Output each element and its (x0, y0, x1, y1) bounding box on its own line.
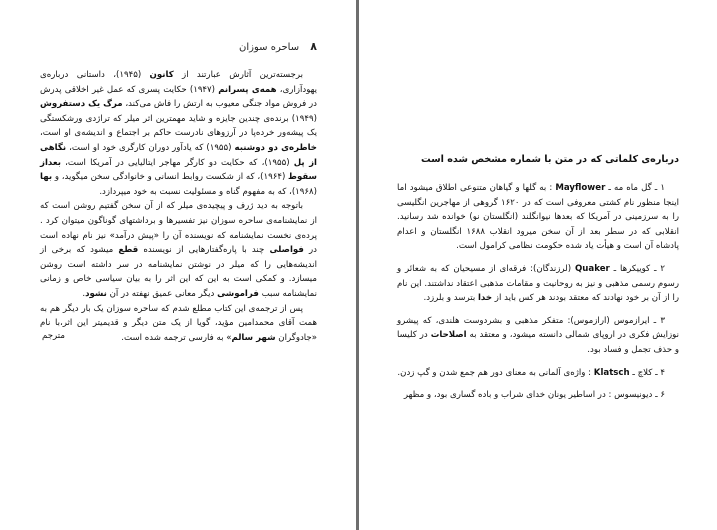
translator-note-text (40, 68, 317, 345)
bold-term: قطع (118, 245, 139, 256)
latin-term: Mayflower (555, 183, 606, 193)
bold-term: فواصلی (269, 245, 304, 256)
text-run: ۱ ـ گل ماه مه ـ (605, 183, 665, 193)
running-title: ساحره سوزان (239, 42, 300, 53)
text-run: (۱۹۴۹) برنده‌ی چندین جایزه و شاید مهمترین اثر میلر که تراژدی ورشکستگی یک پیشه‌ور خرده‌پا در آرزوهای نادرست حاکم بر اجتماع و اندیشه‌ی او است، (40, 113, 317, 139)
text-run: باتوجه به دید ژرف و پیچیده‌ی میلر که از آن سخن گفتیم روشن است که از نمایشنامه‌ی ساحره سوزان نیز تفسیرها و برداشتهای گوناگون میتوان کرد . پرده‌ی نخست نمایشنامه که نویسنده آن را «پیش درآمد» نیز نام نهاده است در (40, 201, 317, 256)
bold-term: کانون (149, 70, 174, 80)
paragraph (40, 68, 317, 199)
bold-term: خدا (477, 293, 493, 304)
text-run: در کلیسا و حذف تجمل و فساد بود. (397, 330, 679, 355)
paragraph (40, 199, 317, 301)
note-item (397, 314, 679, 358)
text-run: ۲ ـ کوییکرها ـ (609, 263, 666, 274)
note-item (397, 366, 679, 381)
bold-term: فراموشی (217, 288, 259, 299)
text-run: ۳ ـ ایرازموس (ارازموس): متفکر مذهبی و بشردوست هلندی، که پیشرو نوزایش فکری در اروپای شمالی دانسته میشود، و معتقد به (397, 315, 679, 341)
bold-term: بعداز سقوط (40, 157, 317, 183)
text-run: پس از ترجمه‌ی این کتاب مطلع شدم که ساحره سوزان یک بار دیگر هم به همت آقای محمدامین مؤید، گویا از یک متن دیگر و قدیمیتر این اثر،با نام «جادوگران (40, 303, 317, 343)
note-item (397, 181, 679, 254)
bold-term: اصلاحات (430, 330, 467, 341)
text-run: (لرزندگان): فرقه‌ای از مسیحیان که به شعائر و رسوم رسمی مذهبی و نیز به روحانیت و مقامات مذهبی اعتقاد نداشتند. این نام را از آن بر خود نهادند که معتقد بودند هر کس باید از (397, 263, 679, 304)
paragraph (40, 302, 317, 346)
text-run: دیگر معانی عمیق نهفته در آن (106, 288, 218, 299)
text-run: (۱۹۵۵)، که حکایت دو کارگر مهاجر ایتالیایی در آمریکا است، (60, 157, 294, 168)
text-run: چند با پاره‌گفتارهایی از نویسنده (138, 245, 270, 256)
text-run: (۱۹۶۴)، که از شکست روابط انسانی و خانوادگی سخن میگوید، و (52, 172, 289, 183)
bold-term: همه‌ی پسرانم (218, 84, 277, 95)
bold-term: نشود (85, 288, 107, 299)
text-run: » به فارسی ترجمه شده است. (121, 332, 232, 343)
text-run: برجسته‌ترین آثارش عبارتند از (173, 70, 304, 80)
bold-term: بها (40, 172, 53, 183)
running-head (239, 40, 317, 53)
glossary-notes (397, 181, 679, 411)
bold-term: شهر سالم (231, 332, 276, 343)
notes-heading: درباره‌ی کلماتی که در متن با شماره مشخص شده است (421, 154, 679, 165)
text-run: بترسد و بلرزد. (423, 293, 478, 304)
text-run: : واژه‌ی آلمانی به معنای دور هم جمع شدن و گپ زدن. (397, 367, 594, 378)
latin-term: Quaker (574, 263, 610, 274)
bold-term: نگاهی از پل (40, 142, 317, 168)
text-run: (۱۹۵۵) که یادآور دوران کارگری خود او است، (66, 142, 235, 153)
bold-term: خاطره‌ی دو دوشنبه (234, 142, 317, 153)
text-run: (۱۹۴۵)، داستانی درباره‌ی یهودآزاری، (40, 70, 317, 95)
bold-term: مرگ یک دستفروش (40, 99, 123, 110)
text-run: ۶ ـ دیونیسوس : در اساطیر یونان خدای شراب و باده گساری بود، و مظهر (403, 390, 665, 401)
text-run: . (82, 288, 86, 299)
text-run: (۱۹۶۸)، که به مفهوم گناه و مسئولیت نسبت به خود میپردازد. (99, 186, 317, 197)
latin-term: Klatsch (593, 367, 630, 378)
text-run: میشود که برخی از اندیشه‌هایی را که میلر در نوشتن نمایشنامه در سر داشته است روشن میسازد. و کمکی است به این که این اثر را به بیان سیاسی خاص و زمانی نمایشنامه سبب (40, 245, 317, 299)
text-run: (۱۹۴۷) حکایت پسری که عمل غیر اخلاقی پدرش در فروش مواد جنگی معیوب به ارتش را فاش می‌کند، (40, 84, 318, 110)
note-item (397, 262, 679, 306)
left-page (0, 0, 357, 530)
text-run: : به گلها و گیاهان متنوعی اطلاق میشود اما اینجا منظور نام کشتی معروفی است که در ۱۶۲۰ گروهی از مهاجرین انگلیسی را به سرزمینی در آمریکا که بعدها نیوانگلند (انگلستان نو) خوانده شد رسانید. انقلابی که در سطر بعد از آن سخن میرود انقلاب ۱۶۸۸ انگلستان و اعدام پادشاه آن است و هیأت یاد شده حکومت نظامی کرامول است. (397, 183, 680, 252)
translator-signature: مترجم (42, 331, 65, 341)
page-number: ۸ (310, 40, 317, 53)
note-item (397, 388, 679, 403)
text-run: ۴ ـ کلاچ ـ (629, 367, 665, 378)
